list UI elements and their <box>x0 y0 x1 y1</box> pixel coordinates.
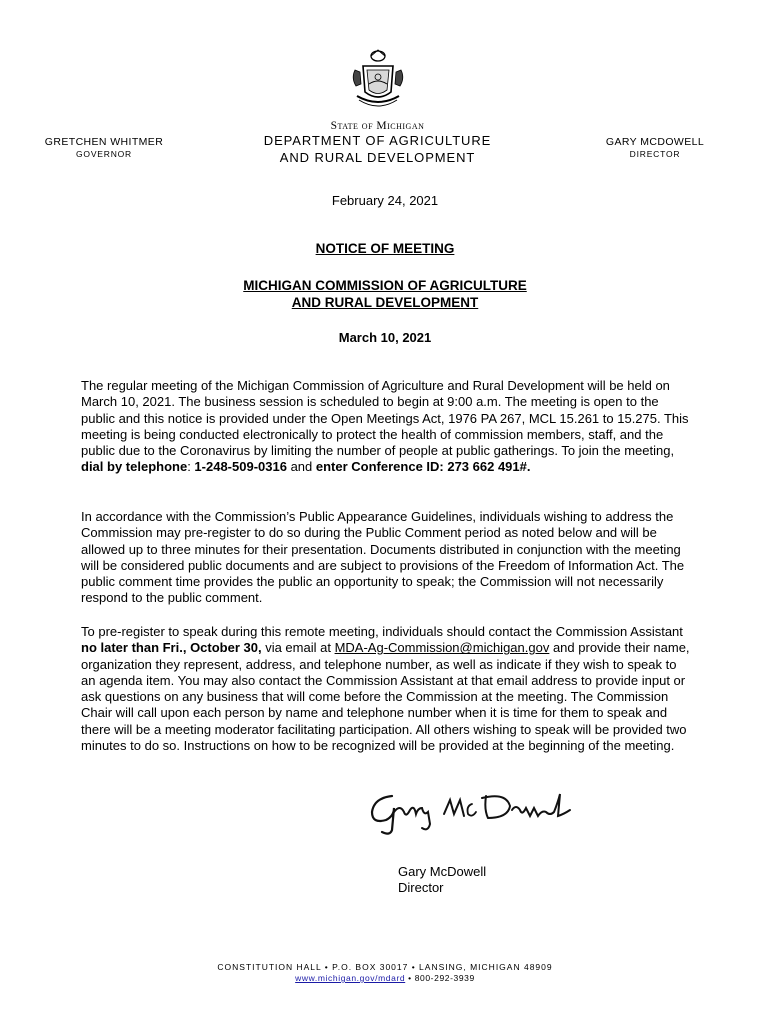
signer-name: Gary McDowell <box>398 864 487 879</box>
governor-name: GRETCHEN WHITMER <box>44 136 164 148</box>
deadline-text: no later than Fri., October 30, <box>81 640 262 656</box>
phone-number: 1-248-509-0316 <box>194 459 287 475</box>
paragraph-meeting-info <box>81 378 693 476</box>
department-name-line1: DEPARTMENT OF AGRICULTURE <box>263 133 492 148</box>
commission-title-line2: AND RURAL DEVELOPMENT <box>291 295 479 310</box>
paragraph-text: and provide their name, organization they represent, address, and telephone number, as well as indicate if they wish to speak to an agenda item. You may also contact the Commission Assistant at that email address to provide input or ask questions on any business that will come before the Commission at the meeting. The Commission Chair will call upon each person by name and telephone number when it is time for them to speak and there will be a meeting moderator facilitating participation. All others wishing to speak will be provided two minutes to do so. Instructions on how to be recognized will be provided at the beginning of the meeting. <box>81 640 690 754</box>
department-name-line2: AND RURAL DEVELOPMENT <box>279 150 476 165</box>
governor-title: GOVERNOR <box>76 149 132 159</box>
paragraph-public-appearance: In accordance with the Commission’s Public Appearance Guidelines, individuals wishing to address the Commission may pre-register to do so during the Public Comment period as noted below and will be allowed up to three minutes for their presentation. Documents distributed in conjunction with the meeting will be considered public documents and are subject to provisions of the Freedom of Information Act. The public comment time provides the public an opportunity to speak; the Commission will not necessarily respond to the public comment. <box>81 509 685 606</box>
footer-phone: 800-292-3939 <box>414 973 475 983</box>
footer-contact <box>160 973 610 983</box>
dial-instruction: dial by telephone <box>81 459 188 475</box>
conference-id: enter Conference ID: 273 662 491#. <box>315 459 531 475</box>
meeting-date: March 10, 2021 <box>338 330 432 345</box>
and-text: and <box>286 459 316 475</box>
website-link[interactable]: www.michigan.gov/mdard <box>295 973 406 983</box>
state-name: State of Michigan <box>330 120 425 132</box>
paragraph-text: The regular meeting of the Michigan Commission of Agriculture and Rural Development will be held on March 10, 2021. The business session is scheduled to begin at 9:00 a.m. The meeting is open to the public and this notice is provided under the Open Meetings Act, 1976 PA 267, MCL 15.261 to 15.275. This meeting is being conducted electronically to protect the health of commission members, staff, and the public due to the Coronavirus by limiting the number of people at public gatherings. To join the meeting, <box>81 378 689 459</box>
commission-title-line1: MICHIGAN COMMISSION OF AGRICULTURE <box>243 278 527 293</box>
signer-title: Director <box>398 880 444 895</box>
michigan-state-seal-icon <box>347 44 409 112</box>
paragraph-text: To pre-register to speak during this remote meeting, individuals should contact the Commission Assistant <box>81 624 683 639</box>
colon-text: : <box>187 459 195 475</box>
director-name: GARY MCDOWELL <box>605 136 705 148</box>
handwritten-signature <box>364 786 582 836</box>
notice-title: NOTICE OF MEETING <box>315 241 455 256</box>
footer-address: CONSTITUTION HALL • P.O. BOX 30017 • LANSING, MICHIGAN 48909 <box>217 962 553 972</box>
letter-date: February 24, 2021 <box>331 193 439 208</box>
director-title: DIRECTOR <box>629 149 681 159</box>
footer-separator: • <box>405 973 415 983</box>
paragraph-pre-register <box>81 624 693 754</box>
via-text: via email at <box>261 640 335 656</box>
email-link[interactable]: MDA-Ag-Commission@michigan.gov <box>334 640 550 656</box>
